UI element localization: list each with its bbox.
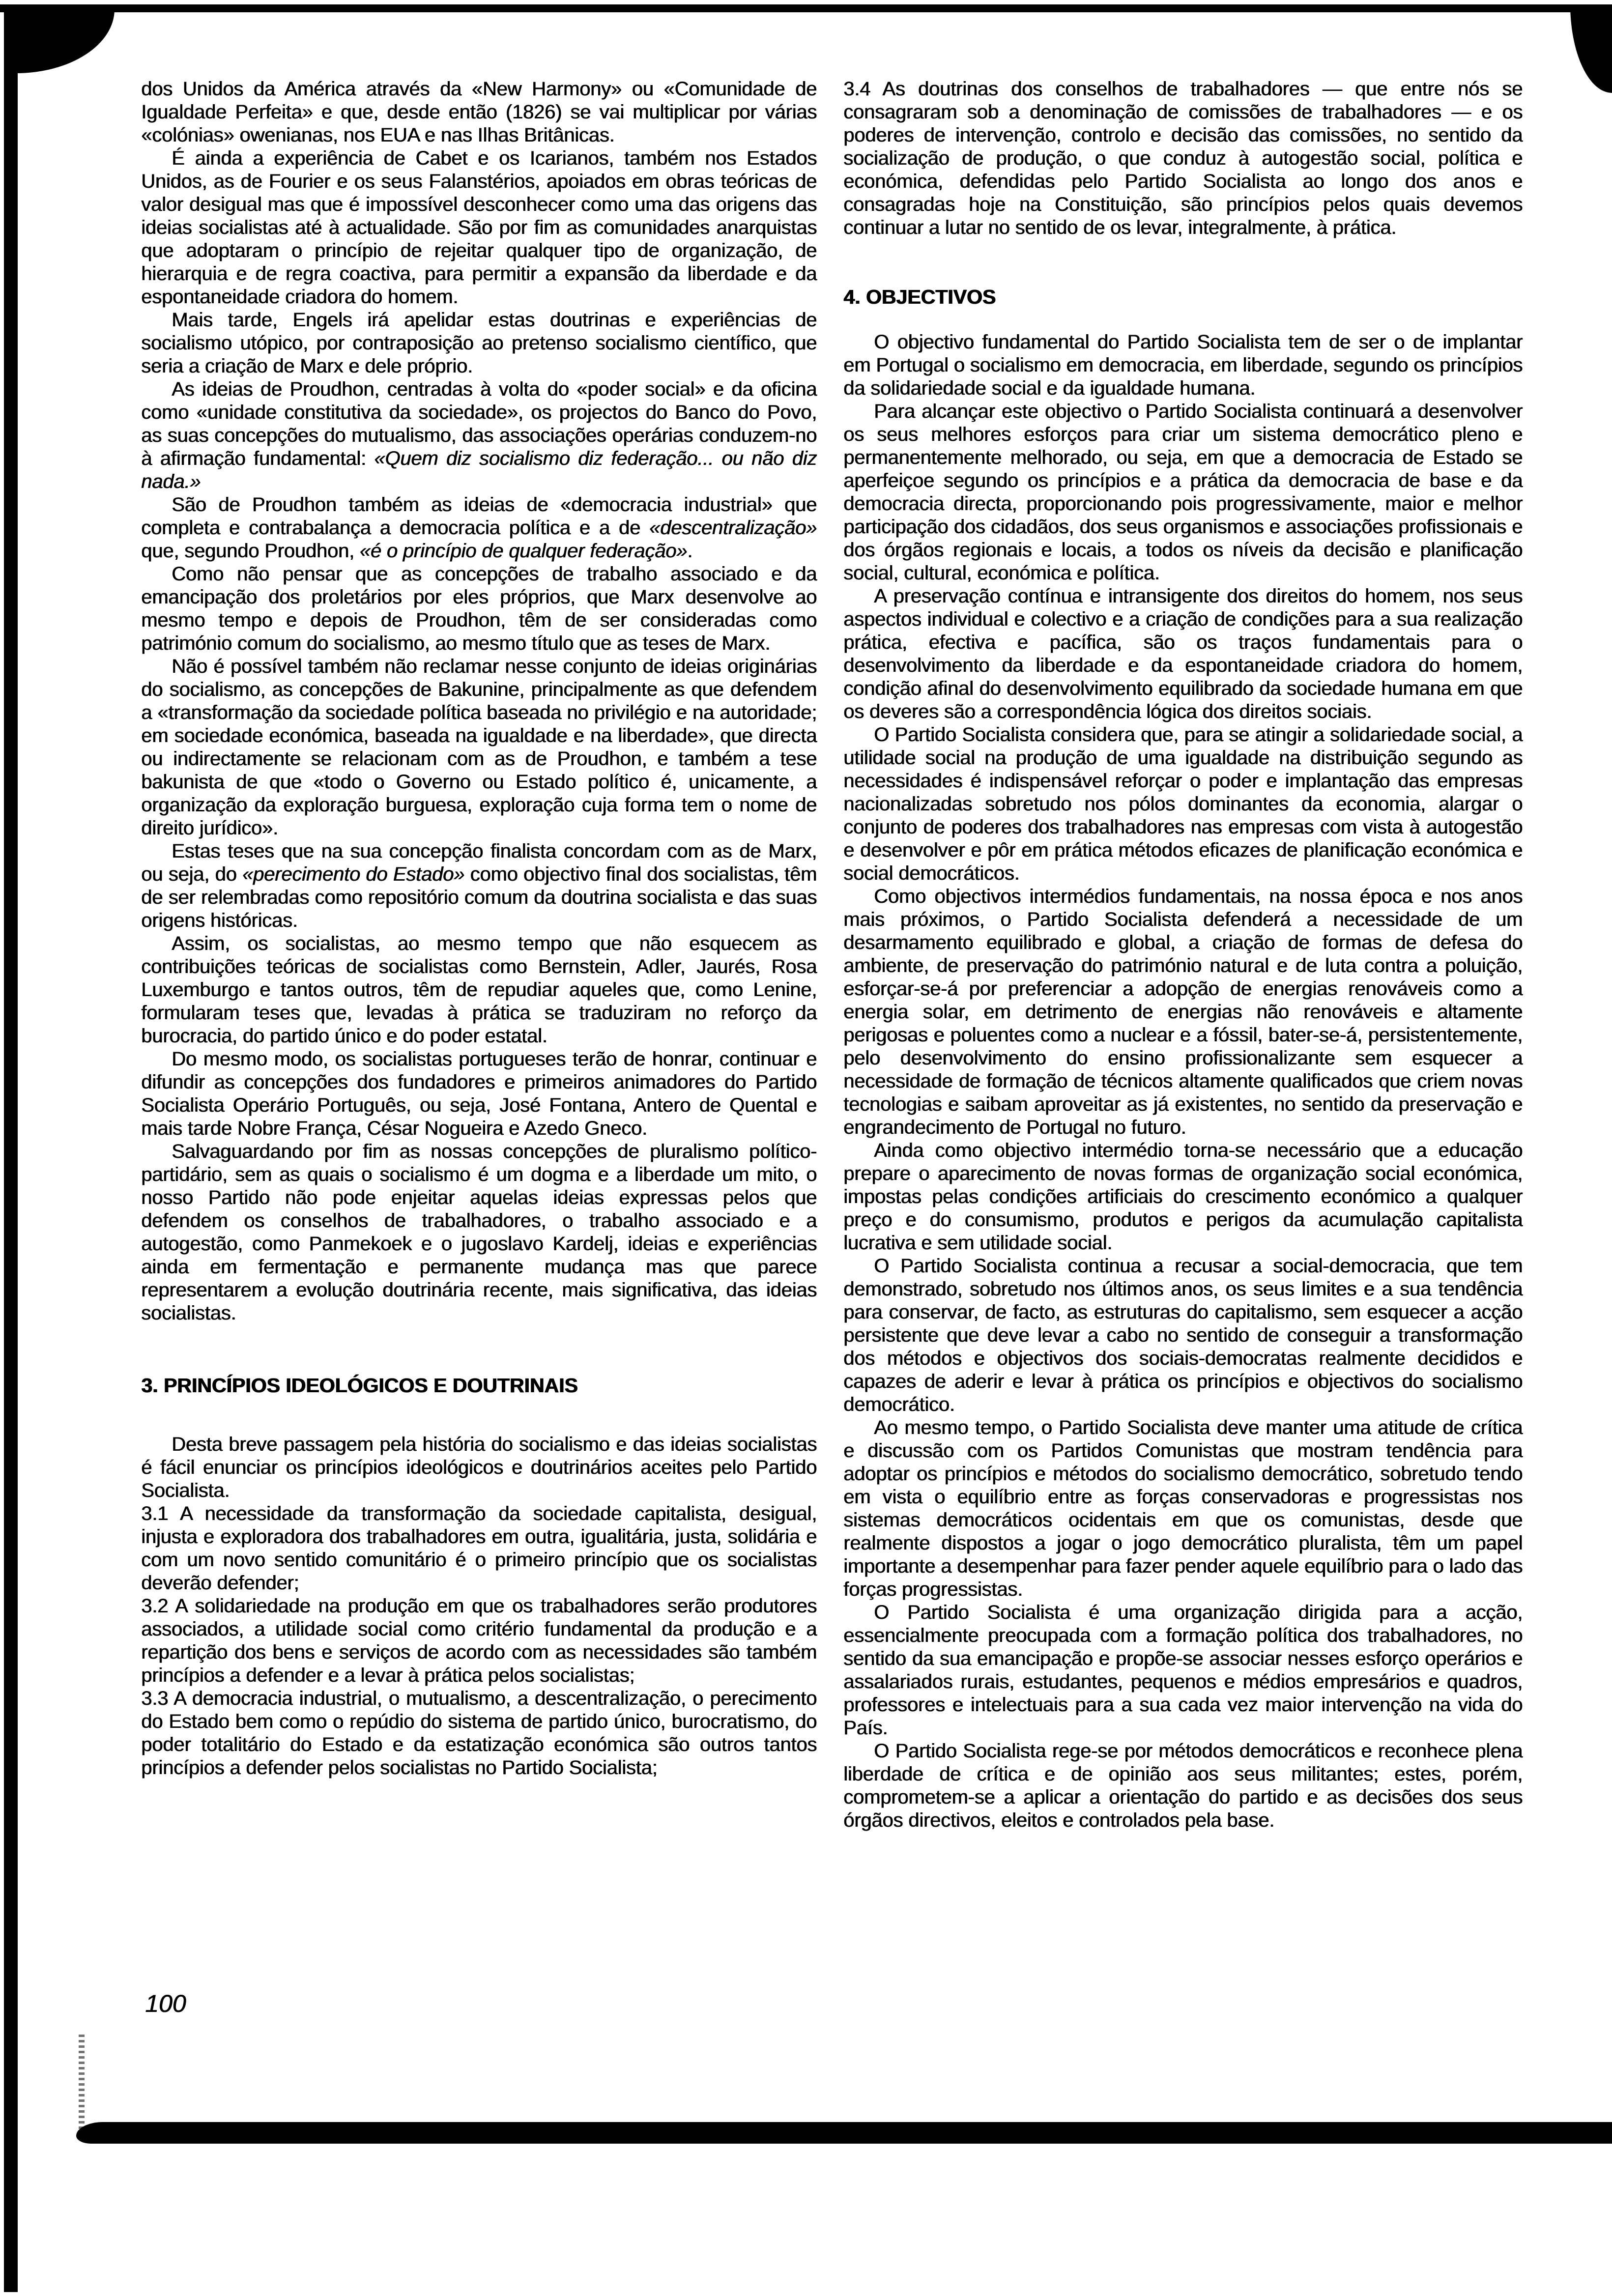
paragraph: Salvaguardando por fim as nossas concepções de pluralismo político-partidário, sem as quais o socialismo é um dogma e a liberdade um mito, o nosso Partido não pode enjeitar aquelas ideias expressas pelos que defendem os conselhos de trabalhadores, o trabalho associado e a autogestão, como Panmekoek e o jugoslavo Kardelj, ideias e experiências ainda em fermentação e permanente mudança mas que parece representarem a evolução doutrinária recente, mais significativa, das ideias socialistas. (141, 1141, 817, 1324)
paragraph: Como não pensar que as concepções de trabalho associado e da emancipação dos proletários por eles próprios, que Marx desenvolve ao mesmo tempo e depois de Proudhon, têm de ser consideradas como património comum do socialismo, ao mesmo título que as teses de Marx. (141, 563, 817, 654)
scan-artifact-top-edge (0, 4, 1612, 12)
paragraph: Ainda como objectivo intermédio torna-se necessário que a educação prepare o aparecimento de novas formas de organização social económica, impostas pelas condições artificiais do crescimento económico a qualquer preço e do consumismo, produtos e perigos da acumulação capitalista lucrativa e sem utilidade social. (843, 1140, 1523, 1254)
italic-quote: «é o princípio de qualquer federação» (359, 540, 688, 562)
section-heading: 4. OBJECTIVOS (843, 286, 996, 308)
italic-quote: «Quem diz socialismo diz federação... ou não diz nada.» (141, 448, 817, 492)
paragraph: O Partido Socialista rege-se por métodos democráticos e reconhece plena liberdade de crítica e de opinião aos seus militantes; estes, porém, comprometem-se a aplicar a orientação do partido e as decisões dos seus órgãos directivos, eleitos e controlados pela base. (843, 1740, 1523, 1831)
paragraph: 3.2 A solidariedade na produção em que os trabalhadores serão produtores associados, a utilidade social como critério fundamental da produção e a repartição dos bens e serviços de acordo com as necessidades são também princípios a defender e a levar à prática pelos socialistas; (141, 1595, 817, 1686)
paragraph: Assim, os socialistas, ao mesmo tempo que não esquecem as contribuições teóricas de socialistas como Bernstein, Adler, Jaurés, Rosa Luxemburgo e tantos outros, têm de repudiar aqueles que, como Lenine, formularam teses que, levadas à prática se traduziram no reforço da burocracia, do partido único e do poder estatal. (141, 933, 817, 1047)
paragraph: 3.1 A necessidade da transformação da sociedade capitalista, desigual, injusta e exploradora dos trabalhadores em outra, igualitária, justa, solidária e com um novo sentido comunitário é o primeiro princípio que os socialistas deverão defender; (141, 1503, 817, 1594)
paragraph: Como objectivos intermédios fundamentais, na nossa época e nos anos mais próximos, o Partido Socialista defenderá a necessidade de um desarmamento equilibrado e global, a criação de formas de defesa do ambiente, de preservação do património natural e de luta contra a poluição, esforçar-se-á por preferenciar a adopção de energias renováveis como a energia solar, em detrimento de energias não renováveis e altamente perigosas e poluentes como a nuclear e a fóssil, bater-se-á, persistentemente, pelo desenvolvimento do ensino profissionalizante sem esquecer a necessidade de formação de técnicos altamente qualificados que criem novas tecnologias e saibam aproveitar as já existentes, no sentido da preservação e engrandecimento de Portugal no futuro. (843, 886, 1523, 1138)
paragraph: O objectivo fundamental do Partido Socialista tem de ser o de implantar em Portugal o socialismo em democracia, em liberdade, segundo os princípios da solidariedade social e da igualdade humana. (843, 331, 1523, 399)
paragraph: 3.4 As doutrinas dos conselhos de trabalhadores — que entre nós se consagraram sob a denominação de comissões de trabalhadores — e os poderes de intervenção, controlo e decisão das comissões, no sentido da socialização de produção, o que conduz à autogestão social, política e económica, defendidas pelo Partido Socialista ao longo dos anos e consagradas hoje na Constituição, são princípios pelos quais devemos continuar a lutar no sentido de os levar, integralmente, à prática. (843, 78, 1523, 238)
paragraph: A preservação contínua e intransigente dos direitos do homem, nos seus aspectos individual e colectivo e a criação de condições para a sua realização prática, efectiva e pacífica, são os traços fundamentais para o desenvolvimento da liberdade e da espontaneidade criadora do homem, condição afinal do desenvolvimento equilibrado da sociedade humana em que os deveres são a correspondência lógica dos direitos sociais. (843, 585, 1523, 722)
page-number: 100 (145, 1990, 186, 2017)
section-heading: 3. PRINCÍPIOS IDEOLÓGICOS E DOUTRINAIS (141, 1374, 578, 1397)
scan-artifact-left-edge (4, 4, 18, 2292)
paragraph: Do mesmo modo, os socialistas portugueses terão de honrar, continuar e difundir as concepções dos fundadores e primeiros animadores do Partido Socialista Operário Português, ou seja, José Fontana, Antero de Quental e mais tarde Nobre França, César Nogueira e Azedo Gneco. (141, 1048, 817, 1139)
paragraph: O Partido Socialista é uma organização dirigida para a acção, essencialmente preocupada com a formação política dos trabalhadores, no sentido da sua emancipação e propõe-se associar nesses esforço operários e assalariados rurais, estudantes, pequenos e médios empresários e quadros, professores e intelectuais para a sua cada vez maior intervenção na vida do País. (843, 1602, 1523, 1739)
paragraph: Ao mesmo tempo, o Partido Socialista deve manter uma atitude de crítica e discussão com os Partidos Comunistas que mostram tendência para adoptar os princípios e métodos do socialismo democrático, sobretudo tendo em vista o equilíbrio entre as forças conservadoras e progressistas nos sistemas democráticos ocidentais em que os comunistas, desde que realmente dispostos a jogar o jogo democrático pluralista, têm um papel importante a desempenhar para fazer pender aquele equilíbrio para o lado das forças progressistas. (843, 1417, 1523, 1600)
left-column (141, 78, 817, 1779)
scan-artifact-speckle-line (79, 2035, 85, 2133)
paragraph: Mais tarde, Engels irá apelidar estas doutrinas e experiências de socialismo utópico, por contraposição ao pretenso socialismo científico, que seria a criação de Marx e dele próprio. (141, 309, 817, 377)
paragraph: É ainda a experiência de Cabet e os Icarianos, também nos Estados Unidos, as de Fourier e os seus Falanstérios, apoiados em obras teóricas de valor desigual mas que é impossível desconhecer como uma das origens das ideias socialistas até à actualidade. São por fim as comunidades anarquistas que adoptaram o princípio de rejeitar qualquer tipo de organização, de hierarquia e de regra coactiva, para permitir a expansão da liberdade e da espontaneidade criadora do homem. (141, 147, 817, 308)
paragraph: O Partido Socialista continua a recusar a social-democracia, que tem demonstrado, sobretudo nos últimos anos, os seus limites e a sua tendência para conservar, de facto, as estruturas do capitalismo, sem esquecer a acção persistente que deve levar a cabo no sentido de conseguir a transformação dos métodos e objectivos dos sociais-democratas realmente decididos e capazes de aderir e levar à prática os princípios e objectivos do socialismo democrático. (843, 1255, 1523, 1415)
paragraph: O Partido Socialista considera que, para se atingir a solidariedade social, a utilidade social na produção de uma igualdade na distribuição segundo as necessidades é indispensável reforçar o poder e implantação das empresas nacionalizadas sobretudo nos pólos dominantes da economia, alargar o conjunto de poderes dos trabalhadores nas empresas com vista à autogestão e desenvolver e pôr em prática métodos eficazes de planificação económica e social democráticos. (843, 724, 1523, 884)
scan-artifact-top-left-corner (4, 4, 115, 73)
scan-artifact-top-right-corner (1570, 4, 1612, 93)
italic-quote: «descentralização» (649, 517, 817, 539)
paragraph: 3.3 A democracia industrial, o mutualismo, a descentralização, o perecimento do Estado bem como o repúdio do sistema de partido único, burocratismo, do poder totalitário do Estado e da estatização económica são outros tantos princípios a defender pelos socialistas no Partido Socialista; (141, 1688, 817, 1779)
right-column (843, 78, 1523, 1832)
paragraph: São de Proudhon também as ideias de «democracia industrial» que completa e contrabalança a democracia política e a de «descentralização» que, segundo Proudhon, «é o princípio de qualquer federação». (141, 494, 817, 562)
italic-quote: «perecimento do Estado» (242, 863, 465, 885)
paragraph: As ideias de Proudhon, centradas à volta do «poder social» e da oficina como «unidade constitutiva da sociedade», os projectos do Banco do Povo, as suas concepções do mutualismo, das associações operárias conduzem-no à afirmação fundamental: «Quem diz socialismo diz federação... ou não diz nada.» (141, 378, 817, 492)
paragraph: Para alcançar este objectivo o Partido Socialista continuará a desenvolver os seus melhores esforços para criar um sistema democrático pleno e permanentemente melhorado, ou seja, em que a democracia de Estado se aperfeiçoe segundo os princípios e a prática da democracia de base e da democracia directa, proporcionando pois progressivamente, maior e melhor participação dos cidadãos, dos seus organismos e associações profissionais e dos órgãos regionais e locais, a todos os níveis da decisão e planificação social, cultural, económica e política. (843, 401, 1523, 584)
paragraph: dos Unidos da América através da «New Harmony» ou «Comunidade de Igualdade Perfeita» e que, desde então (1826) se vai multiplicar por várias «colónias» owenianas, nos EUA e nas Ilhas Britânicas. (141, 78, 817, 146)
scan-artifact-bottom-bar (76, 2122, 1612, 2144)
paragraph: Estas teses que na sua concepção finalista concordam com as de Marx, ou seja, do «perecimento do Estado» como objectivo final dos socialistas, têm de ser relembradas como repositório comum da doutrina socialista e das suas origens históricas. (141, 840, 817, 931)
paragraph: Desta breve passagem pela história do socialismo e das ideias socialistas é fácil enunciar os princípios ideológicos e doutrinários aceites pelo Partido Socialista. (141, 1434, 817, 1501)
paragraph: Não é possível também não reclamar nesse conjunto de ideias originárias do socialismo, as concepções de Bakunine, principalmente as que defendem a «transformação da sociedade política baseada no privilégio e na autoridade; em sociedade económica, baseada na igualdade e na liberdade», que directa ou indirectamente se relacionam com as de Proudhon, e também a tese bakunista de que «todo o Governo ou Estado político é, unicamente, a organização da exploração burguesa, exploração cuja forma tem o nome de direito jurídico». (141, 656, 817, 839)
